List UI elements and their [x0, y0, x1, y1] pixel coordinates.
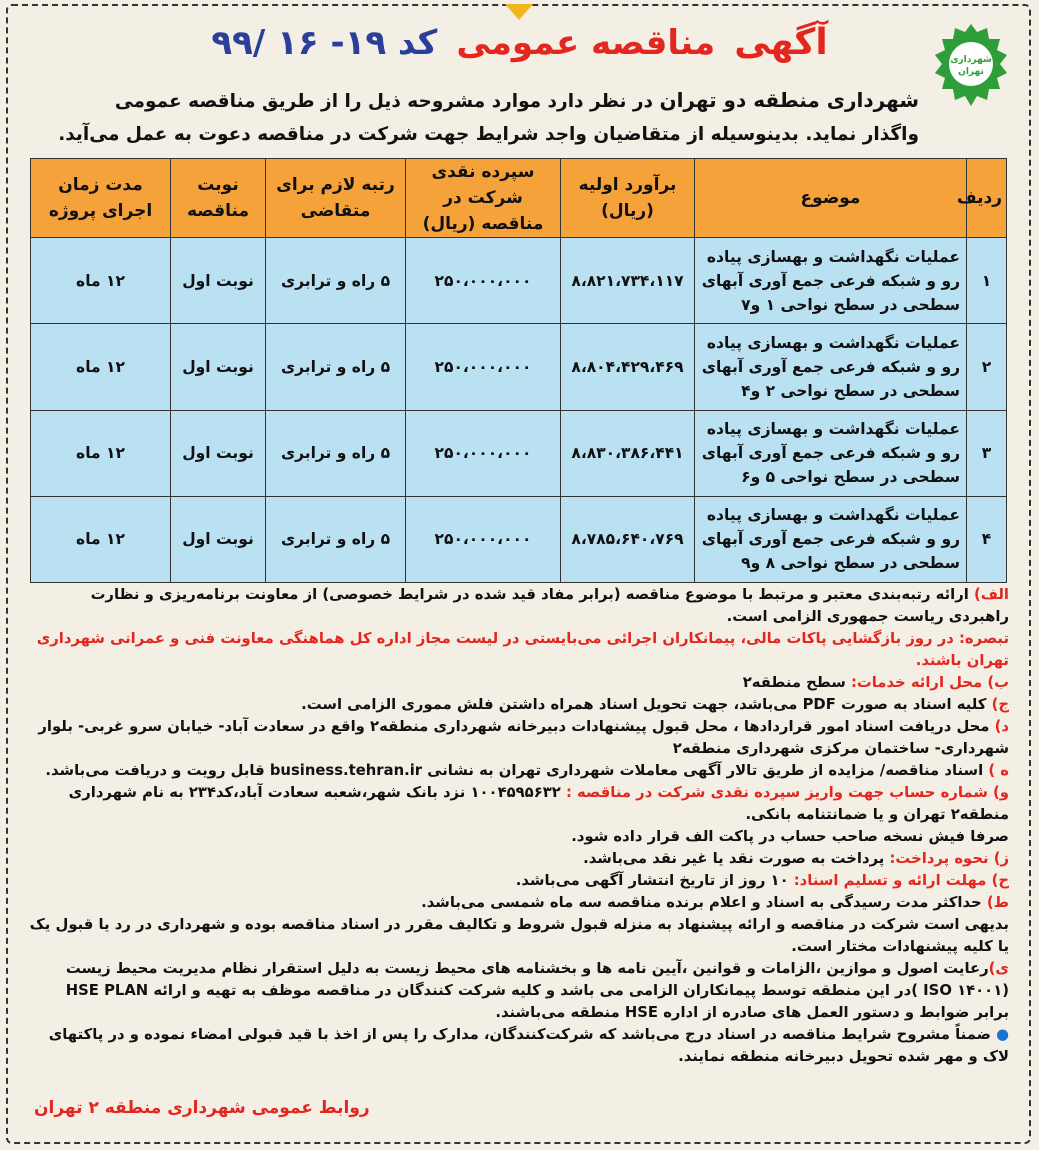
note-he2: ح) مهلت ارائه و تسلیم اسناد: ۱۰ روز از تاریخ انتشار آگهی می‌باشد. — [515, 872, 1009, 889]
estimate-cell: ۸،۷۸۵،۶۴۰،۷۶۹ — [561, 496, 695, 582]
row-number: ۴ — [967, 496, 1007, 582]
note-be: ب) محل ارائه خدمات: سطح منطقه۲ — [742, 674, 1009, 691]
top-marker — [505, 4, 533, 20]
header-cell: رتبه لازم برای متقاضی — [266, 159, 406, 238]
duration-cell: ۱۲ ماه — [31, 496, 171, 582]
note-badihi: بدیهی است شرکت در مناقصه و ارائه پیشنهاد به منزله قبول شروط و تکالیف مقرر در اسناد مناقصه بوده و شهرداری در رد یا قبول یک یا کلیه پیشنهادات مختار است. — [29, 916, 1009, 955]
round-cell: نوبت اول — [171, 324, 266, 410]
row-number: ۲ — [967, 324, 1007, 410]
note-he: ه ) اسناد مناقصه/ مزایده از طریق تالار آگهی معاملات شهرداری تهران به نشانی business.tehran.ir قابل رویت و دریافت می‌باشد. — [45, 762, 1009, 779]
header-cell: موضوع — [695, 159, 967, 238]
note-sarfan: صرفا فیش نسخه صاحب حساب در پاکت الف قرار داده شود. — [571, 828, 1009, 845]
note-ta: ط) حداکثر مدت رسیدگی به اسناد و اعلام برنده مناقصه سه ماه شمسی می‌باشد. — [421, 894, 1009, 911]
tender-code: کد ۱۹- ۱۶ /۹۹ — [211, 23, 438, 63]
table-row — [31, 496, 1007, 582]
deposit-cell: ۲۵۰،۰۰۰،۰۰۰ — [406, 238, 561, 324]
business-link[interactable]: business.tehran.ir — [269, 762, 423, 779]
note-vav: و) شماره حساب جهت واریز سپرده نقدی شرکت در مناقصه : ۱۰۰۴۵۹۵۶۳۲ نزد بانک شهر،شعبه سعادت آباد،کد۲۳۴ به نام شهرداری منطقه۲ تهران و یا ضمانتنامه بانکی. — [68, 784, 1009, 823]
header-cell: ردیف — [967, 159, 1007, 238]
round-cell: نوبت اول — [171, 410, 266, 496]
svg-text:شهرداری: شهرداری — [950, 55, 992, 65]
duration-cell: ۱۲ ماه — [31, 410, 171, 496]
tehran-municipality-logo — [933, 22, 1009, 108]
grade-cell: ۵ راه و ترابری — [266, 324, 406, 410]
note-ye: ی)رعایت اصول و موازین ،الزامات و قوانین ،آیین نامه ها و بخشنامه های محیط زیست به دلیل استقرار نظام مدیریت محیط زیست (ISO ۱۴۰۰۱ )در این منطقه توسط پیمانکاران الزامی می باشد و کلیه شرکت کنندگان در مناقصه موظف به تهیه و ارائه HSE PLAN برابر ضوابط و دستور العمل های صادره از اداره HSE منطقه می‌باشند. — [65, 960, 1009, 1021]
grade-cell: ۵ راه و ترابری — [266, 410, 406, 496]
intro-paragraph — [40, 84, 919, 151]
subject-cell: عملیات نگهداشت و بهسازی پیاده رو و شبکه فرعی جمع آوری آبهای سطحی در سطح نواحی ۲ و۴ — [695, 324, 967, 410]
bullet-icon: ● — [996, 1026, 1009, 1043]
deposit-cell: ۲۵۰،۰۰۰،۰۰۰ — [406, 324, 561, 410]
note-tabsare: تبصره: در روز بازگشایی پاکات مالی، پیمانکاران اجرائی می‌بایستی در لیست مجاز اداره کل هماهنگی معاونت فنی و عمرانی شهرداری تهران باشند. — [36, 630, 1009, 669]
svg-text:تهران: تهران — [958, 67, 984, 77]
footer-signature: روابط عمومی شهرداری منطقه ۲ تهران — [34, 1098, 370, 1118]
row-number: ۳ — [967, 410, 1007, 496]
grade-cell: ۵ راه و ترابری — [266, 496, 406, 582]
deposit-cell: ۲۵۰،۰۰۰،۰۰۰ — [406, 496, 561, 582]
table-row — [31, 238, 1007, 324]
grade-cell: ۵ راه و ترابری — [266, 238, 406, 324]
duration-cell: ۱۲ ماه — [31, 324, 171, 410]
round-cell: نوبت اول — [171, 496, 266, 582]
title-sub: مناقصه عمومی — [456, 23, 716, 63]
note-ze: ز) نحوه پرداخت: پرداخت به صورت نقد یا غیر نقد می‌باشد. — [583, 850, 1009, 867]
table-row — [31, 324, 1007, 410]
tender-table — [30, 158, 1007, 583]
subject-cell: عملیات نگهداشت و بهسازی پیاده رو و شبکه فرعی جمع آوری آبهای سطحی در سطح نواحی ۸ و۹ — [695, 496, 967, 582]
estimate-cell: ۸،۸۲۱،۷۳۴،۱۱۷ — [561, 238, 695, 324]
note-alef: الف) ارائه رتبه‌بندی معتبر و مرتبط با موضوع مناقصه (برابر مفاد قید شده در شرایط خصوصی) از معاونت برنامه‌ریزی و نظارت راهبردی ریاست جمهوری الزامی است. — [90, 586, 1009, 625]
header-cell: نوبت مناقصه — [171, 159, 266, 238]
header-cell: مدت زمان اجرای پروژه — [31, 159, 171, 238]
deposit-cell: ۲۵۰،۰۰۰،۰۰۰ — [406, 410, 561, 496]
duration-cell: ۱۲ ماه — [31, 238, 171, 324]
conditions-section — [28, 584, 1009, 1068]
subject-cell: عملیات نگهداشت و بهسازی پیاده رو و شبکه فرعی جمع آوری آبهای سطحی در سطح نواحی ۱ و۷ — [695, 238, 967, 324]
intro-text: در نظر دارد موارد مشروحه ذیل را از طریق مناقصه عمومی — [114, 91, 654, 112]
note-dal: د) محل دریافت اسناد امور قراردادها ، محل قبول پیشنهادات دبیرخانه شهرداری منطقه۲ واقع در سعادت آباد- خیابان سرو غربی- بلوار شهرداری- ساختمان مرکزی شهرداری منطقه۲ — [38, 718, 1009, 757]
organization-name: شهرداری منطقه دو تهران — [659, 88, 919, 112]
note-jim: ج) کلیه اسناد به صورت PDF می‌باشد، جهت تحویل اسناد همراه داشتن فلش مموری الزامی است. — [301, 696, 1009, 713]
estimate-cell: ۸،۸۰۴،۴۲۹،۴۶۹ — [561, 324, 695, 410]
subject-cell: عملیات نگهداشت و بهسازی پیاده رو و شبکه فرعی جمع آوری آبهای سطحی در سطح نواحی ۵ و۶ — [695, 410, 967, 496]
table-header-row — [31, 159, 1007, 238]
intro-text-line2: واگذار نماید. بدینوسیله از متقاضیان واجد شرایط جهت شرکت در مناقصه دعوت به عمل می‌آید. — [58, 124, 919, 145]
title-main: آگهی — [734, 22, 828, 63]
estimate-cell: ۸،۸۳۰،۳۸۶،۴۴۱ — [561, 410, 695, 496]
row-number: ۱ — [967, 238, 1007, 324]
note-zemnan: ● ضمناً مشروح شرایط مناقصه در اسناد درج می‌باشد که شرکت‌کنندگان، مدارک را پس از اخذ با قید قبولی امضاء نموده و در پاکتهای لاک و مهر شده تحویل دبیرخانه منطقه نمایند. — [48, 1026, 1009, 1065]
table-row — [31, 410, 1007, 496]
round-cell: نوبت اول — [171, 238, 266, 324]
header-cell: سپرده نقدی شرکت در مناقصه (ریال) — [406, 159, 561, 238]
header-cell: برآورد اولیه (ریال) — [561, 159, 695, 238]
notice-title — [140, 22, 899, 74]
